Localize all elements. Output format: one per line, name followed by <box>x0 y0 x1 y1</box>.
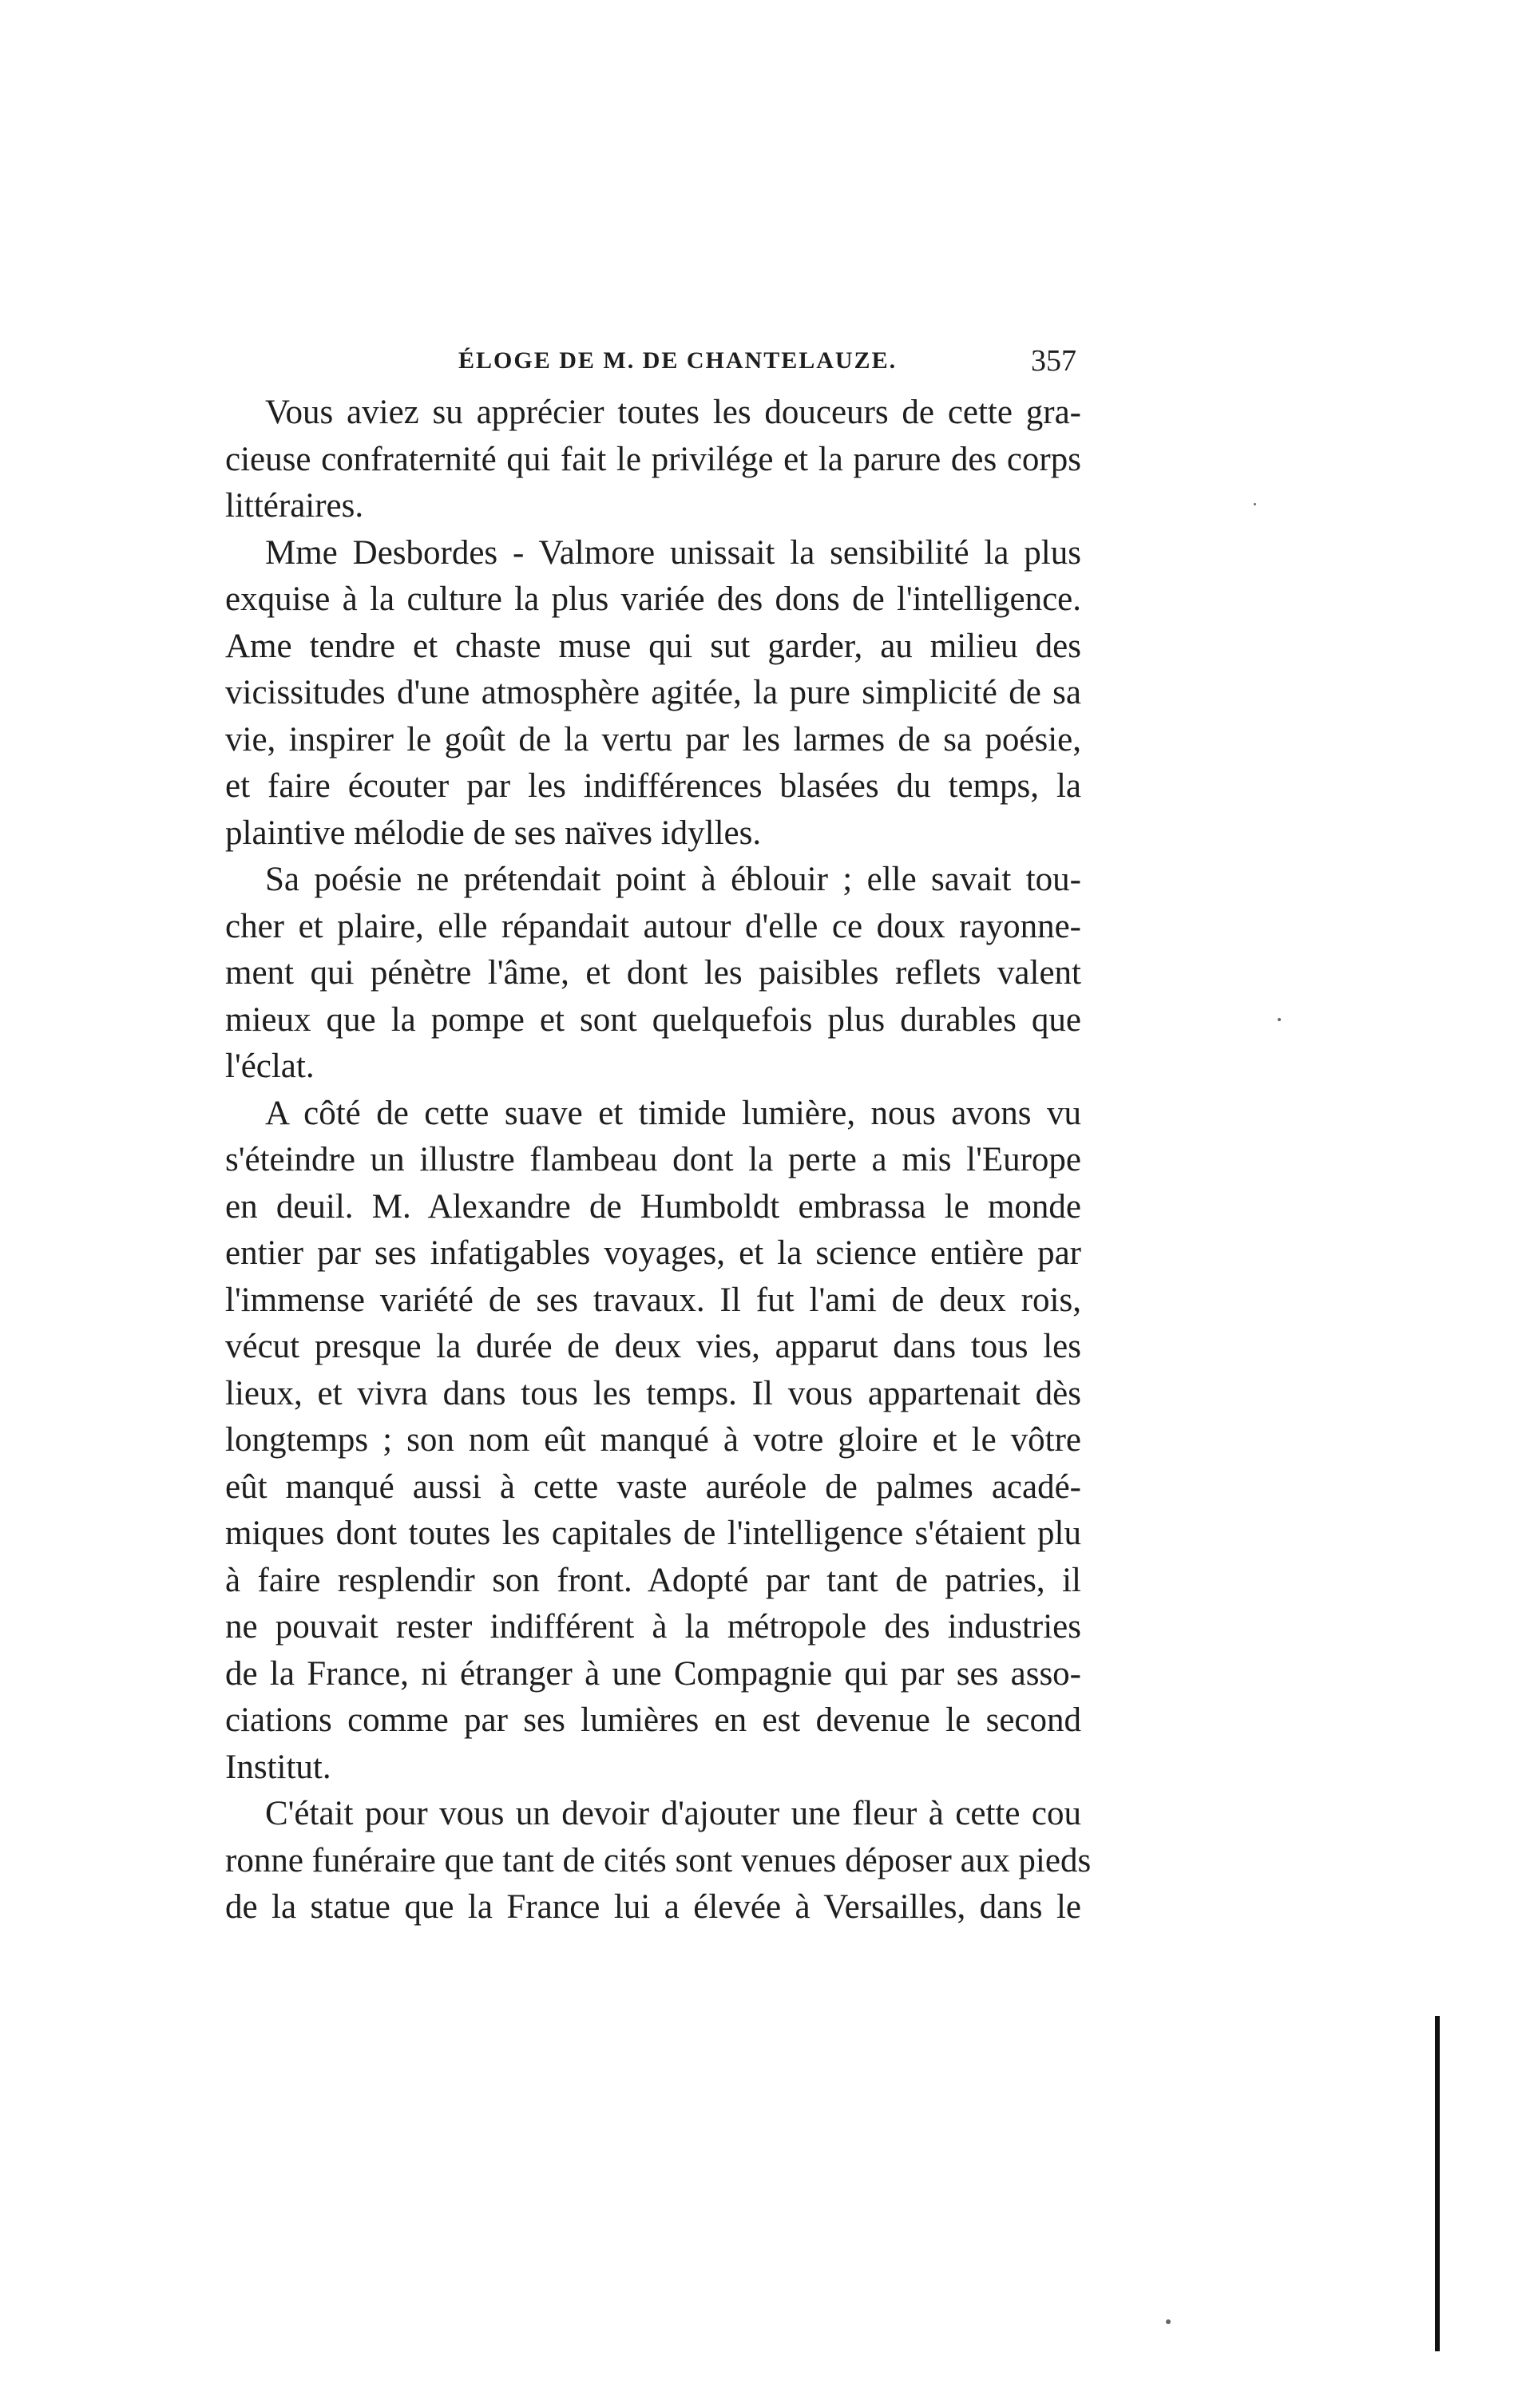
text-line: l'éclat. <box>225 1048 315 1085</box>
text-line: C'était pour vous un devoir d'ajouter une fleur à cette cou <box>265 1795 1081 1832</box>
text-line: eût manqué aussi à cette vaste auréole de palmes acadé- <box>225 1467 1081 1506</box>
paragraph-5 <box>225 1791 1092 1931</box>
text-line: mieux que la pompe et sont quelquefois plus durables que <box>225 1000 1081 1039</box>
text-line: ciations comme par ses lumières en est devenue le second <box>225 1701 1081 1739</box>
text-line: s'éteindre un illustre flambeau dont la perte a mis l'Europe <box>225 1141 1081 1178</box>
text-line: littéraires. <box>225 487 364 525</box>
text-line: plaintive mélodie de ses naïves idylles. <box>225 814 762 852</box>
scan-speck <box>1166 2319 1171 2324</box>
text-line: ment qui pénètre l'âme, et dont les paisibles reflets valent <box>225 954 1081 992</box>
text-line: lieux, et vivra dans tous les temps. Il vous appartenait dès <box>225 1374 1081 1412</box>
text-line: et faire écouter par les indifférences blasées du temps, la <box>225 767 1081 805</box>
scan-speck <box>1254 503 1256 505</box>
paragraph-3 <box>225 857 1081 1091</box>
text-line: l'immense variété de ses travaux. Il fut l'ami de deux rois, <box>225 1281 1081 1319</box>
text-line: miques dont toutes les capitales de l'intelligence s'étaient plu <box>225 1515 1081 1552</box>
text-line: longtemps ; son nom eût manqué à votre gloire et le vôtre <box>225 1421 1081 1459</box>
text-line: vicissitudes d'une atmosphère agitée, la pure simplicité de sa <box>225 674 1081 711</box>
paragraph-1 <box>225 390 1081 530</box>
text-line: ne pouvait rester indifférent à la métropole des industries <box>225 1608 1081 1646</box>
body-text <box>225 390 1092 1931</box>
scan-edge-rule <box>1435 2016 1440 2351</box>
page-number: 357 <box>1031 344 1076 378</box>
text-line: cher et plaire, elle répandait autour d'elle ce doux rayonne- <box>225 907 1081 945</box>
text-line: exquise à la culture la plus variée des dons de l'intelligence. <box>225 580 1081 618</box>
text-line: à faire resplendir son front. Adopté par tant de patries, il <box>225 1561 1081 1599</box>
text-line: Ame tendre et chaste muse qui sut garder, au milieu des <box>225 627 1081 665</box>
scan-speck <box>1278 1018 1281 1021</box>
text-line: entier par ses infatigables voyages, et la science entière par <box>225 1234 1081 1272</box>
text-line: Institut. <box>225 1748 331 1786</box>
text-line: vécut presque la durée de deux vies, apparut dans tous les <box>225 1328 1081 1365</box>
text-line: Mme Desbordes - Valmore unissait la sensibilité la plus <box>265 533 1081 572</box>
text-line: vie, inspirer le goût de la vertu par les larmes de sa poésie, <box>225 720 1081 758</box>
paragraph-4 <box>225 1091 1081 1792</box>
text-line: ronne funéraire que tant de cités sont venues déposer aux pieds <box>225 1841 1092 1879</box>
text-line: cieuse confraternité qui fait le privilége et la parure des corps <box>225 440 1081 478</box>
text-line: A côté de cette suave et timide lumière, nous avons vu <box>265 1094 1081 1132</box>
text-line: Sa poésie ne prétendait point à éblouir ; elle savait tou- <box>265 861 1081 898</box>
running-title: ÉLOGE DE M. DE CHANTELAUZE. <box>458 347 898 374</box>
running-head <box>225 339 1081 383</box>
text-line: Vous aviez su apprécier toutes les douceurs de cette gra- <box>265 394 1081 431</box>
text-line: en deuil. M. Alexandre de Humboldt embrassa le monde <box>225 1187 1081 1226</box>
text-line: de la statue que la France lui a élevée à Versailles, dans le <box>225 1888 1081 1926</box>
text-line: de la France, ni étranger à une Compagnie qui par ses asso- <box>225 1654 1081 1693</box>
paragraph-2 <box>225 530 1081 857</box>
